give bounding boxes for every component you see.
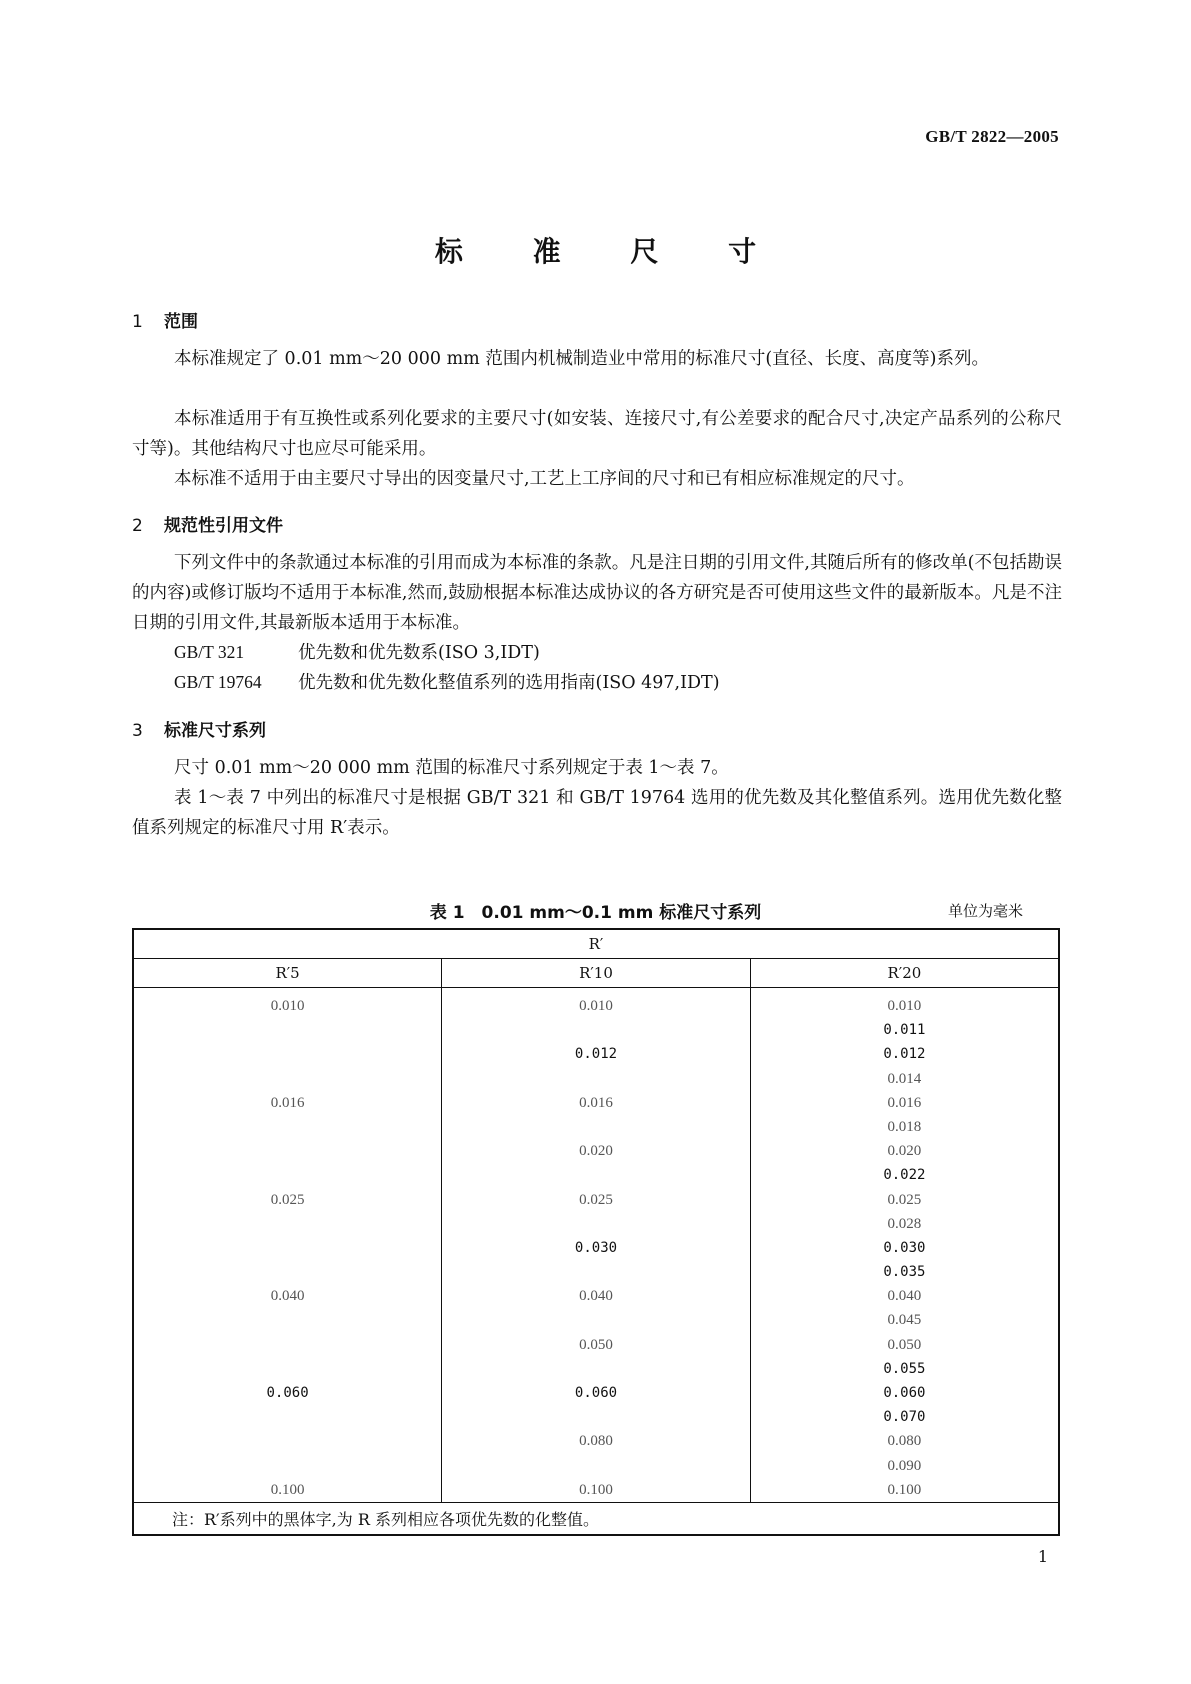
table-1-unit: 单位为毫米 — [948, 902, 1024, 920]
table-cell — [134, 1067, 441, 1091]
table-cell — [134, 1139, 441, 1163]
table-column-r10 — [442, 988, 751, 1503]
table-column-r5 — [133, 988, 442, 1503]
table-cell — [442, 1115, 750, 1139]
section-3-heading — [132, 716, 266, 741]
table-1 — [132, 928, 1060, 1536]
table-cell: 0.045 — [887, 1312, 922, 1329]
table-cell: 0.080 — [579, 1433, 613, 1450]
table-cell — [134, 1454, 441, 1478]
table-cell — [134, 1042, 441, 1066]
table-cell: 0.025 — [579, 1191, 613, 1208]
reference-code: GB/T 19764 — [174, 672, 262, 692]
section-1-paragraph-2: 本标准适用于有互换性或系列化要求的主要尺寸(如安装、连接尺寸,有公差要求的配合尺寸,决定产品系列的公称尺寸等)。其他结构尺寸也应尽可能采用。 — [132, 409, 1062, 459]
table-cell — [442, 1067, 750, 1091]
table-cell — [134, 1212, 441, 1236]
section-title: 规范性引用文件 — [164, 516, 283, 536]
section-title: 范围 — [164, 312, 198, 332]
section-number: 2 — [132, 516, 143, 536]
table-cell: 0.016 — [579, 1094, 613, 1111]
table-column-header: R′20 — [750, 959, 1059, 988]
table-cell: 0.060 — [266, 1385, 309, 1401]
table-note: 注：R′系列中的黑体字,为 R 系列相应各项优先数的化整值。 — [133, 1502, 1059, 1535]
reference-item — [174, 669, 720, 694]
section-number: 1 — [132, 312, 143, 332]
section-1-paragraph-3: 本标准不适用于由主要尺寸导出的因变量尺寸,工艺上工序间的尺寸和已有相应标准规定的尺寸。 — [174, 469, 915, 489]
table-cell: 0.060 — [883, 1385, 926, 1401]
table-cell: 0.100 — [270, 1481, 305, 1498]
table-cell — [134, 1260, 441, 1284]
document-title: 标 准 尺 寸 — [434, 235, 787, 268]
section-number: 3 — [132, 721, 143, 741]
table-cell: 0.040 — [579, 1288, 613, 1305]
table-cell — [442, 1018, 750, 1042]
table-cell: 0.030 — [883, 1239, 926, 1256]
table-1-caption: 表 1 0.01 mm～0.1 mm 标准尺寸系列 — [429, 903, 762, 923]
section-title: 标准尺寸系列 — [164, 721, 266, 741]
page-number: 1 — [1037, 1547, 1048, 1566]
reference-title: 优先数和优先数系(ISO 3,IDT) — [298, 643, 540, 663]
table-cell: 0.016 — [887, 1094, 922, 1111]
section-1-heading — [132, 307, 198, 332]
table-cell — [442, 1212, 750, 1236]
section-3-paragraph-2: 表 1～表 7 中列出的标准尺寸是根据 GB/T 321 和 GB/T 19764 选用的优先数及其化整值系列。选用优先数化整值系列规定的标准尺寸用 R′表示。 — [132, 788, 1062, 838]
table-cell: 0.100 — [579, 1481, 613, 1498]
table-column-r20 — [750, 988, 1059, 1503]
table-cell: 0.030 — [574, 1239, 618, 1256]
table-column-header: R′10 — [442, 959, 751, 988]
table-cell — [134, 1357, 441, 1381]
table-cell: 0.100 — [887, 1481, 922, 1498]
table-cell: 0.016 — [270, 1094, 305, 1111]
section-3-paragraph-1: 尺寸 0.01 mm～20 000 mm 范围的标准尺寸系列规定于表 1～表 7。 — [174, 758, 729, 778]
table-cell: 0.012 — [574, 1046, 618, 1063]
table-cell — [134, 1429, 441, 1453]
table-cell — [442, 1357, 750, 1381]
section-2-paragraph-1: 下列文件中的条款通过本标准的引用而成为本标准的条款。凡是注日期的引用文件,其随后所有的修改单(不包括勘误的内容)或修订版均不适用于本标准,然而,鼓励根据本标准达成协议的各方研究是否可使用这些文件的最新版本。凡是不注日期的引用文件,其最新版本适用于本标准。 — [132, 553, 1062, 633]
table-cell — [134, 1333, 441, 1357]
table-cell: 0.010 — [579, 998, 613, 1014]
table-cell: 0.014 — [887, 1070, 922, 1087]
table-cell: 0.020 — [579, 1143, 613, 1160]
table-cell: 0.010 — [270, 998, 305, 1014]
table-cell: 0.025 — [270, 1191, 305, 1208]
table-cell: 0.050 — [887, 1336, 922, 1353]
table-cell — [442, 1163, 750, 1187]
reference-item — [174, 639, 540, 664]
table-cell — [134, 1236, 441, 1260]
section-1-paragraph-1: 本标准规定了 0.01 mm～20 000 mm 范围内机械制造业中常用的标准尺寸(直径、长度、高度等)系列。 — [174, 349, 989, 369]
table-cell: 0.035 — [883, 1264, 926, 1281]
table-cell: 0.011 — [883, 1022, 926, 1039]
table-group-header: R′ — [133, 929, 1059, 959]
table-cell: 0.090 — [887, 1457, 922, 1474]
table-cell: 0.028 — [887, 1215, 922, 1232]
table-cell — [134, 1018, 441, 1042]
table-cell: 0.018 — [887, 1118, 922, 1135]
table-cell: 0.012 — [883, 1046, 926, 1063]
table-cell: 0.080 — [887, 1433, 922, 1450]
table-cell: 0.022 — [883, 1167, 926, 1184]
table-cell — [442, 1405, 750, 1429]
reference-title: 优先数和优先数化整值系列的选用指南(ISO 497,IDT) — [298, 673, 720, 693]
table-cell — [442, 1454, 750, 1478]
table-cell: 0.050 — [579, 1336, 613, 1353]
table-cell: 0.025 — [887, 1191, 922, 1208]
table-cell — [442, 1260, 750, 1284]
standard-code: GB/T 2822—2005 — [925, 127, 1059, 146]
table-column-header: R′5 — [133, 959, 442, 988]
table-cell: 0.020 — [887, 1143, 922, 1160]
table-cell: 0.060 — [574, 1385, 618, 1401]
table-cell — [134, 1163, 441, 1187]
table-cell: 0.055 — [883, 1360, 926, 1377]
table-cell: 0.010 — [887, 998, 922, 1014]
reference-code: GB/T 321 — [174, 642, 245, 662]
table-cell — [442, 1308, 750, 1332]
table-cell — [134, 1405, 441, 1429]
table-cell: 0.040 — [887, 1288, 922, 1305]
table-cell — [134, 1308, 441, 1332]
table-cell: 0.040 — [270, 1288, 305, 1305]
table-cell: 0.070 — [883, 1409, 926, 1426]
section-2-heading — [132, 511, 283, 536]
table-cell — [134, 1115, 441, 1139]
